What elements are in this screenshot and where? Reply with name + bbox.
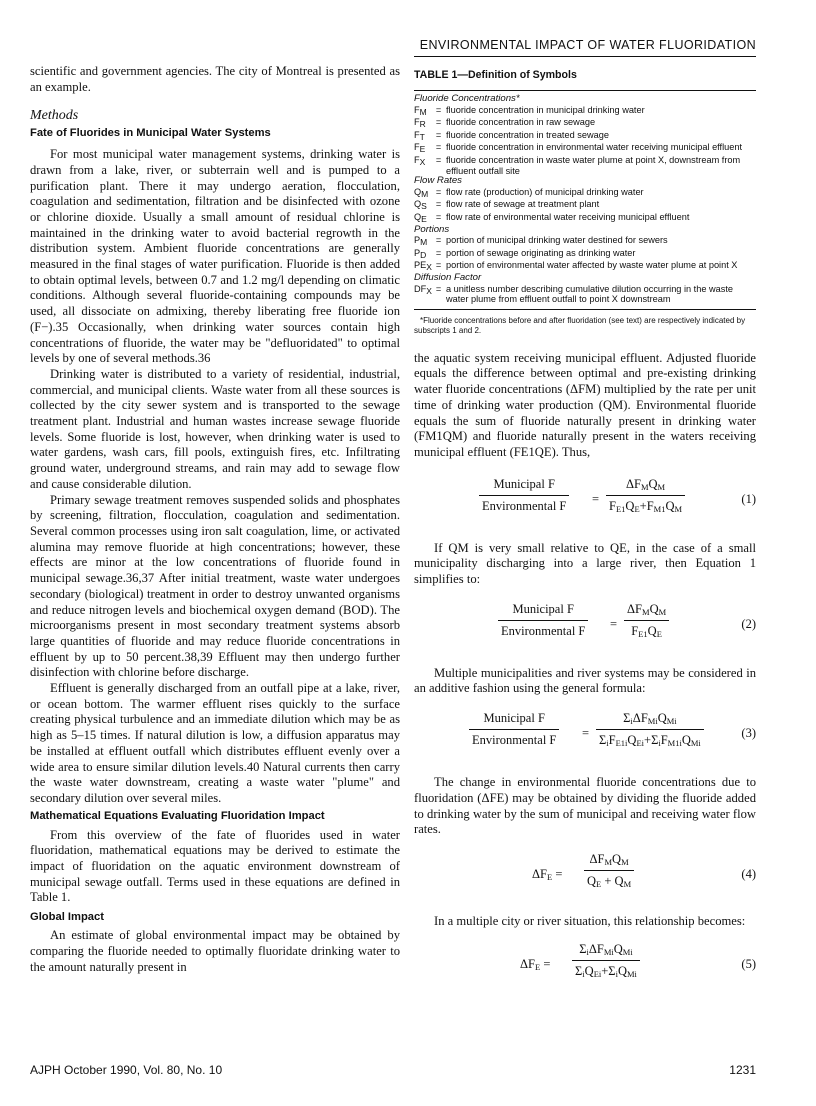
symbol: $F_M$ <box>414 104 427 117</box>
table-row <box>414 155 756 176</box>
eq2-lhs-numerator: Municipal F <box>512 601 574 616</box>
table-group-heading: Diffusion Factor <box>414 271 482 283</box>
definition: portion of municipal drinking water destined for sewers <box>446 235 668 246</box>
definition: portion of sewage originating as drinking water <box>446 247 636 258</box>
table-row <box>414 187 756 200</box>
header-rule <box>414 56 756 57</box>
footer-journal: AJPH October 1990, Vol. 80, No. 10 <box>30 1063 223 1077</box>
table-row <box>414 199 756 212</box>
equation-3: Municipal F Environmental F = $\Sigma_i\Delta F_{Mi}Q_{Mi}$ $\Sigma_iF_{E1i}Q_{Ei}+\Sigma_iF_{M1i}Q_{Mi}$ (3) <box>414 711 756 759</box>
symbols-table <box>414 91 756 309</box>
table-row <box>414 212 756 225</box>
paragraph-fate-2: Drinking water is distributed to a variety of residential, industrial, commercial, and municipal clients. Waste water from all these sources is collected by the city sewer system and is transported to the sewage treatment plant. Industrial and human wastes increase sewage fluoride levels. Some fluoride is lost, however, when drinking water is used to water gardens, wash cars, fill pools, extinguish fires, etc. Infiltrating ground water, underground streams, and rain may add to sewage flow and cause considerable dilution. <box>30 366 400 491</box>
eq4-lhs: $\Delta F_E$ = <box>532 866 563 882</box>
global-heading: Global Impact <box>30 911 104 924</box>
symbol: $P_D$ <box>414 247 427 260</box>
equals-sign: = <box>435 260 442 271</box>
table-row <box>414 248 756 261</box>
equals-sign: = <box>435 199 442 210</box>
eq5-label: (5) <box>741 956 756 971</box>
equals-sign: = <box>435 247 442 258</box>
eq3-lhs-denominator: Environmental F <box>472 733 557 748</box>
eq1-lhs-numerator: Municipal F <box>493 476 555 491</box>
symbol: $Q_S$ <box>414 199 427 212</box>
table-footnote: *Fluoride concentrations before and after fluoridation (see text) are respectively indicated by subscripts 1 and 2. <box>414 315 746 335</box>
equation-5: $\Delta F_E$ = $\Sigma_i\Delta F_{Mi}Q_{Mi}$ $\Sigma_iQ_{Ei}+\Sigma_iQ_{Mi}$ (5) <box>520 941 756 979</box>
equals-sign: = <box>435 104 442 115</box>
equals-sign: = <box>435 129 442 140</box>
eq1-label: (1) <box>741 491 756 506</box>
definition: flow rate (production) of municipal drinking water <box>446 186 644 197</box>
paragraph-eq3-intro: Multiple municipalities and river systems may be considered in an additive fashion using the general formula: <box>414 665 756 696</box>
fate-heading: Fate of Fluorides in Municipal Water Systems <box>30 127 271 140</box>
equals-sign: = <box>435 186 442 197</box>
paragraph-eq5-intro: In a multiple city or river situation, this relationship becomes: <box>434 913 746 928</box>
math-heading: Mathematical Equations Evaluating Fluoridation Impact <box>30 809 325 822</box>
definition: fluoride concentration in waste water plume at point X, downstream from effluent outfall site <box>446 154 741 176</box>
definition: portion of environmental water affected by waste water plume at point X <box>446 260 738 271</box>
symbol: $PE_X$ <box>414 260 432 273</box>
equals-sign: = <box>435 142 442 153</box>
equals-sign: = <box>435 283 442 294</box>
symbol: $DF_X$ <box>414 283 432 296</box>
table-title: TABLE 1—Definition of Symbols <box>414 69 577 81</box>
definition: flow rate of sewage at treatment plant <box>446 199 600 210</box>
symbol: $F_E$ <box>414 142 426 155</box>
table-group-heading: Fluoride Concentrations* <box>414 93 520 104</box>
symbol: $F_R$ <box>414 117 426 130</box>
definition: fluoride concentration in raw sewage <box>446 117 596 128</box>
table-row <box>414 130 756 143</box>
table-bottom-rule <box>414 309 756 310</box>
definition: a unitless number describing cumulative dilution occurring in the waste water plume from effluent outfall to point X downstream <box>446 283 734 305</box>
eq4-label: (4) <box>741 866 756 881</box>
left-column <box>30 64 400 975</box>
table-row <box>414 105 756 118</box>
paragraph-fate-1: For most municipal water management systems, drinking water is drawn from a lake, river, or subterrain well and is pumped to a purification plant. There it may undergo aeration, flocculation, coagulation and sedimentation, filtration and be disinfected with ozone or chlorine dioxide. Usually a small amount of residual chlorine is maintained in the drinking water to avoid bacterial regrowth in the distribution system. Ambient fluoride concentrations are generally measured in the final stages of water purification. Fluoride is then added to obtain optimal levels, between 0.7 and 1.2 mg/l depending on climatic conditions. Although several fluoride-containing compounds may be used, all dissociate on admixing, thereby liberating free fluoride ion (F−).35 Occasionally, when drinking water sources contain high concentrations of fluoride, the water may be "defluoridated" to optimal levels by one of several methods.36 <box>30 147 400 366</box>
table-group-heading: Portions <box>414 223 450 235</box>
equals-sign: = <box>435 117 442 128</box>
definition: fluoride concentration in environmental water receiving municipal effluent <box>446 142 743 153</box>
symbol: $F_X$ <box>414 154 426 167</box>
eq1-lhs-denominator: Environmental F <box>482 498 567 513</box>
paragraph-eq4-intro: The change in environmental fluoride concentrations due to fluoridation (ΔFE) may be obtained by dividing the fluoride added to drinking water by the sum of municipal and receiving water flow rates. <box>414 775 756 837</box>
intro-tail: scientific and government agencies. The city of Montreal is presented as an example. <box>30 64 400 94</box>
definition: flow rate of environmental water receiving municipal effluent <box>446 211 690 222</box>
running-header: ENVIRONMENTAL IMPACT OF WATER FLUORIDATION <box>419 38 756 52</box>
equals-sign: = <box>435 235 442 246</box>
methods-heading: Methods <box>30 108 79 124</box>
paragraph-global-2: the aquatic system receiving municipal effluent. Adjusted fluoride equals the difference between optimal and pre-existing drinking water fluoride concentrations (ΔFM) multiplied by the rate per unit time of drinking water production (QM). Environmental fluoride equals the sum of fluoride naturally present in drinking water (FM1QM) and fluoride naturally present in the waters receiving municipal effluent (FE1QE). Thus, <box>414 350 756 459</box>
table-group-heading: Flow Rates <box>414 175 462 187</box>
paragraph-fate-3: Primary sewage treatment removes suspended solids and phosphates by screening, filtration, flocculation, coagulation and sedimentation. Several common processes using iron salt coagulation, lime, or activated alumina may remove fluoride at high concentrations; however, these effects are minor at the low concentrations of fluoride found in municipal sewage.36,37 After initial treatment, waste water undergoes secondary (biological) treatment in order to destroy unwanted organisms and reduce nitrogen levels and biochemical oxygen demand (BOD). The microorganisms present in most secondary treatment systems absorb large quantities of fluoride and may reduce fluoride concentrations in effluent by up to 50 percent.38,39 Effluent may then undergo further disinfection with chlorine before discharge. <box>30 492 400 680</box>
table-row <box>414 235 756 248</box>
right-column <box>414 64 756 990</box>
definition: fluoride concentration in municipal drinking water <box>446 104 645 115</box>
paragraph-global: An estimate of global environmental impact may be obtained by comparing the fluoride needed to optimally fluoridate drinking water to the amount naturally present in <box>30 928 400 974</box>
eq2-lhs-denominator: Environmental F <box>501 623 586 638</box>
table-row <box>414 142 756 155</box>
equation-1: Municipal F Environmental F = $\Delta F_MQ_M$ $F_{E1}Q_E+F_{M1}Q_M$ (1) <box>414 477 756 525</box>
symbol: $Q_E$ <box>414 211 427 224</box>
paragraph-fate-4: Effluent is generally discharged from an outfall pipe at a lake, river, or ocean bottom. The warmer effluent rises quickly to the surface creating physical turbulence and an immediate dilution which may be as high as 5–15 times. If natural dilution is low, a diffusion apparatus may be installed at effluent outfall which distributes effluent evenly over a wide area to ensure similar dilution levels.40 Natural currents then carry the waste water downstream, creating a waste water "plume" and secondary dilution over several miles. <box>30 681 400 805</box>
equals-sign: = <box>435 211 442 222</box>
table-row <box>414 117 756 130</box>
paragraph-math: From this overview of the fate of fluorides used in water fluoridation, mathematical equations may be derived to estimate the impact of fluoridation on the aquatic environment downstream of municipal sewage outfall. Terms used in these equations are defined in Table 1. <box>30 827 400 905</box>
definition: fluoride concentration in treated sewage <box>446 129 609 140</box>
eq3-label: (3) <box>741 726 756 741</box>
symbol: $P_M$ <box>414 235 428 248</box>
symbol: $Q_M$ <box>414 186 429 199</box>
footer-page-number: 1231 <box>729 1063 756 1077</box>
table-row <box>414 284 756 305</box>
eq3-lhs-numerator: Municipal F <box>483 711 545 726</box>
eq5-lhs: $\Delta F_E$ = <box>520 956 551 972</box>
equation-4: $\Delta F_E$ = $\Delta F_MQ_M$ $Q_E + Q_M$ (4) <box>532 851 756 889</box>
paragraph-eq2-intro: If QM is very small relative to QE, in the case of a small municipality discharging into a large river, then Equation 1 simplifies to: <box>414 540 756 587</box>
equals-sign: = <box>435 154 442 165</box>
symbol: $F_T$ <box>414 129 425 142</box>
eq2-label: (2) <box>741 616 756 631</box>
equation-2: Municipal F Environmental F = $\Delta F_MQ_M$ $F_{E1}Q_E$ (2) <box>414 602 756 650</box>
